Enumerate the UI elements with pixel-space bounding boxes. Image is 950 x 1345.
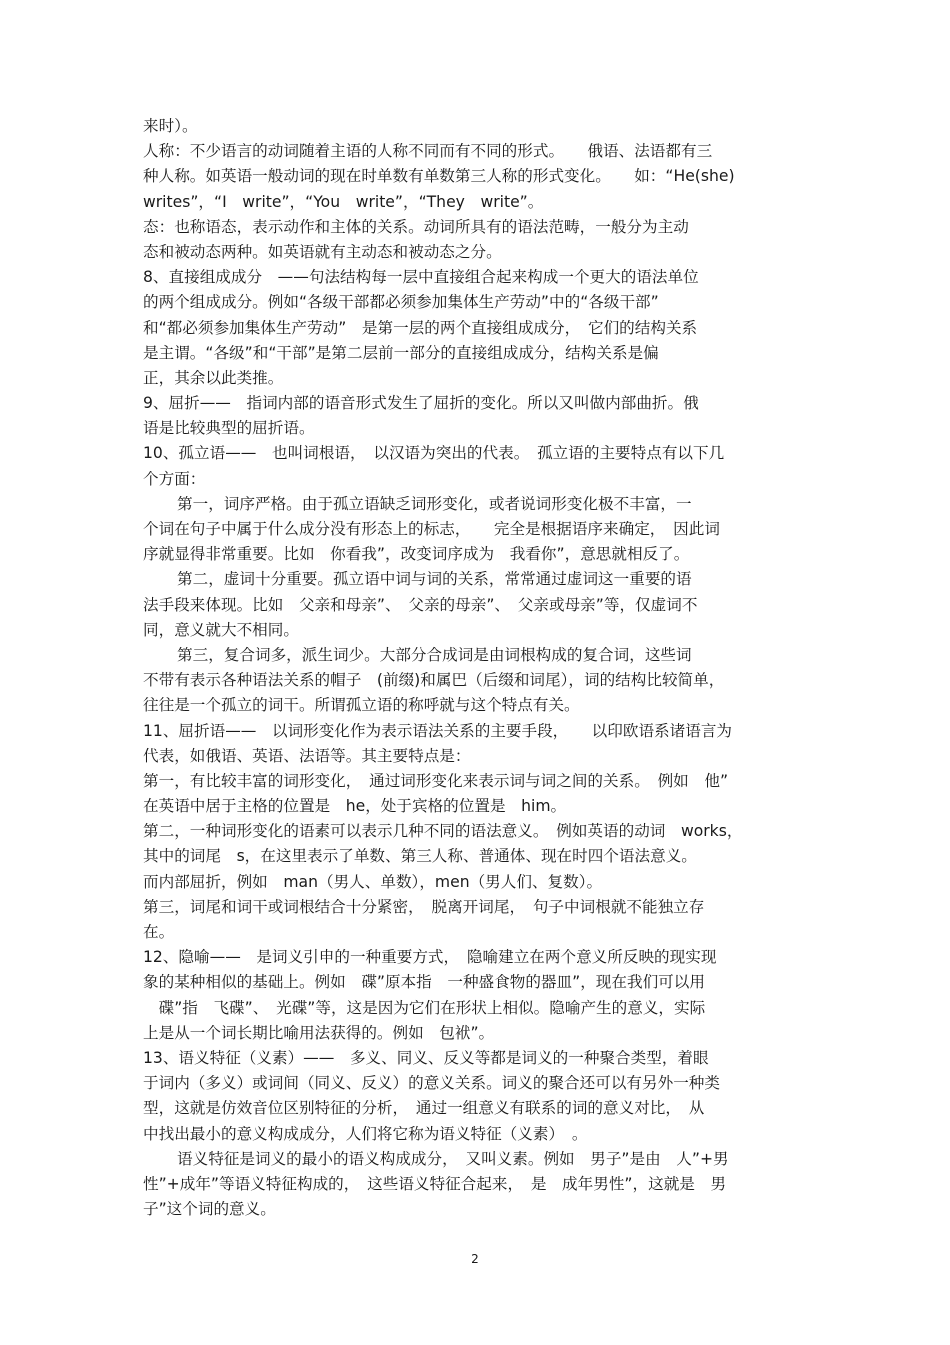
text-line: 代表，如俄语、英语、法语等。其主要特点是：	[143, 746, 471, 765]
text-line: 种人称。如英语一般动词的现在时单数有单数第三人称的形式变化。 如：“He(she)	[143, 167, 735, 186]
text-line: 个词在句子中属于什么成分没有形态上的标志， 完全是根据语序来确定， 因此词	[143, 520, 720, 538]
text-line: 子”这个词的意义。	[143, 1200, 276, 1219]
text-line: 9、屈折—— 指词内部的语音形式发生了屈折的变化。所以又叫做内部曲折。俄	[143, 394, 699, 413]
text-line: 第三，词尾和词干或词根结合十分紧密， 脱离开词尾， 句子中词根就不能独立存	[143, 897, 705, 916]
text-line: 10、孤立语—— 也叫词根语， 以汉语为突出的代表。 孤立语的主要特点有以下几	[143, 444, 725, 463]
text-line: 同，意义就大不相同。	[143, 620, 299, 639]
text-line: 的两个组成成分。例如“各级干部都必须参加集体生产劳动”中的“各级干部”	[143, 293, 659, 312]
text-line: 个方面：	[143, 469, 206, 488]
text-line: 碟”指 飞碟”、 光碟”等，这是因为它们在形状上相似。隐喻产生的意义，实际	[143, 998, 706, 1017]
text-line: 和“都必须参加集体生产劳动” 是第一层的两个直接组成成分， 它们的结构关系	[143, 318, 698, 337]
text-line: 第二，虚词十分重要。孤立语中词与词的关系，常常通过虚词这一重要的语	[177, 570, 692, 589]
text-line: 型，这就是仿效音位区别特征的分析， 通过一组意义有联系的词的意义对比， 从	[143, 1099, 705, 1118]
text-line: 态：也称语态，表示动作和主体的关系。动词所具有的语法范畴，一般分为主动	[143, 217, 689, 236]
text-line: 8、直接组成成分 ——句法结构每一层中直接组合起来构成一个更大的语法单位	[143, 268, 699, 287]
text-line: 在英语中居于主格的位置是 he，处于宾格的位置是 him。	[143, 797, 567, 816]
text-line: 11、屈折语—— 以词形变化作为表示语法关系的主要手段， 以印欧语系诸语言为	[143, 721, 733, 740]
text-line: 上是从一个词长期比喻用法获得的。例如 包袱”。	[143, 1023, 495, 1042]
text-line: writes”，“I write”，“You write”，“They write”。	[143, 192, 544, 211]
text-line: 语义特征是词义的最小的语义构成成分， 又叫义素。例如 男子”是由 人”+男	[177, 1149, 729, 1168]
text-line: 语是比较典型的屈折语。	[143, 419, 315, 438]
text-line: 第二，一种词形变化的语素可以表示几种不同的语法意义。 例如英语的动词 works，	[143, 822, 743, 841]
text-line: 正，其余以此类推。	[143, 368, 284, 387]
text-line: 性”+成年”等语义特征构成的， 这些语义特征合起来， 是 成年男性”，这就是 男	[143, 1174, 727, 1193]
text-line: 第一，词序严格。由于孤立语缺乏词形变化，或者说词形变化极不丰富，一	[177, 494, 692, 513]
text-line: 13、语义特征（义素）—— 多义、同义、反义等都是词义的一种聚合类型，着眼	[143, 1048, 709, 1067]
text-line: 中找出最小的意义构成成分，人们将它称为语义特征（义素） 。	[143, 1124, 588, 1143]
text-line: 人称：不少语言的动词随着主语的人称不同而有不同的形式。 俄语、法语都有三	[143, 142, 713, 161]
text-line: 其中的词尾 s，在这里表示了单数、第三人称、普通体、现在时四个语法意义。	[143, 847, 697, 866]
text-line: 在。	[143, 923, 175, 941]
page-number: 2	[471, 1252, 479, 1266]
text-line: 态和被动态两种。如英语就有主动态和被动态之分。	[143, 242, 502, 261]
text-line: 是主谓。“各级”和“干部”是第二层前一部分的直接组成成分，结构关系是偏	[143, 343, 659, 362]
text-line: 12、隐喻—— 是词义引申的一种重要方式， 隐喻建立在两个意义所反映的现实现	[143, 948, 717, 967]
text-line: 第一，有比较丰富的词形变化， 通过词形变化来表示词与词之间的关系。 例如 他”	[143, 771, 729, 790]
text-line: 法手段来体现。比如 父亲和母亲”、 父亲的母亲”、 父亲或母亲”等，仅虚词不	[143, 595, 698, 614]
document-body	[143, 114, 815, 1222]
text-line: 第三，复合词多，派生词少。大部分合成词是由词根构成的复合词，这些词	[177, 645, 692, 664]
text-line: 序就显得非常重要。比如 你看我”，改变词序成为 我看你”，意思就相反了。	[143, 545, 690, 564]
text-line: 不带有表示各种语法关系的帽子 (前缀)和属巴（后缀和词尾），词的结构比较简单，	[143, 671, 725, 690]
text-line: 来时）。	[143, 117, 198, 135]
text-line: 于词内（多义）或词间（同义、反义）的意义关系。词义的聚合还可以有另外一种类	[143, 1074, 720, 1093]
text-line: 往往是一个孤立的词干。所谓孤立语的称呼就与这个特点有关。	[143, 696, 580, 715]
text-line: 而内部屈折，例如 man（男人、单数），men（男人们、复数）。	[143, 872, 603, 891]
text-line: 象的某种相似的基础上。例如 碟”原本指 一种盛食物的器皿”，现在我们可以用	[143, 973, 705, 992]
